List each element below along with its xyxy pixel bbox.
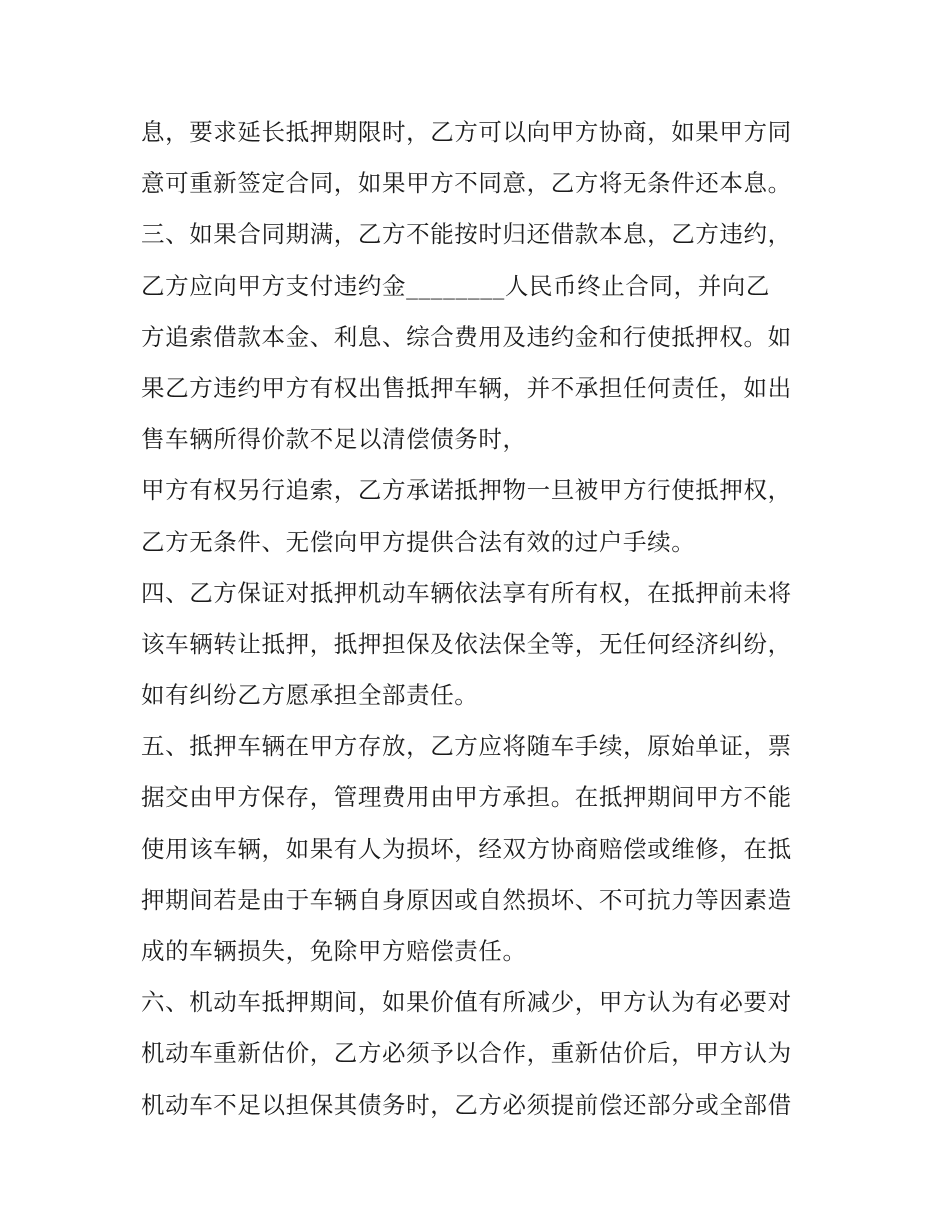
text-line: 果乙方违约甲方有权出售抵押车辆，并不承担任何责任，如出	[141, 373, 792, 402]
text-line: 方追索借款本金、利息、综合费用及违约金和行使抵押权。如	[141, 322, 792, 351]
text-line: 售车辆所得价款不足以清偿债务时，	[141, 425, 527, 454]
text-line: 五、抵押车辆在甲方存放，乙方应将随车手续，原始单证，票	[141, 732, 792, 761]
text-line: 机动车重新估价，乙方必须予以合作，重新估价后，甲方认为	[141, 1039, 792, 1068]
text-line: 三、如果合同期满，乙方不能按时归还借款本息，乙方违约，	[141, 220, 792, 249]
text-line: 如有纠纷乙方愿承担全部责任。	[141, 681, 479, 710]
text-line: 六、机动车抵押期间，如果价值有所减少，甲方认为有必要对	[141, 988, 792, 1017]
text-line: 成的车辆损失，免除甲方赔偿责任。	[141, 937, 527, 965]
text-line: 使用该车辆，如果有人为损坏，经双方协商赔偿或维修，在抵	[141, 834, 792, 863]
text-line: 乙方无条件、无偿向甲方提供合法有效的过户手续。	[141, 527, 696, 556]
text-line: 息，要求延长抵押期限时，乙方可以向甲方协商，如果甲方同	[141, 118, 792, 146]
contract-body-text	[141, 107, 821, 1131]
text-line: 机动车不足以担保其债务时，乙方必须提前偿还部分或全部借	[141, 1090, 792, 1119]
text-line: 乙方应向甲方支付违约金________人民币终止合同，并向乙	[141, 271, 770, 300]
text-line: 甲方有权另行追索，乙方承诺抵押物一旦被甲方行使抵押权，	[141, 476, 792, 505]
text-line: 押期间若是由于车辆自身原因或自然损坏、不可抗力等因素造	[141, 885, 792, 914]
text-line: 据交由甲方保存，管理费用由甲方承担。在抵押期间甲方不能	[141, 783, 792, 812]
text-line: 四、乙方保证对抵押机动车辆依法享有所有权，在抵押前未将	[141, 578, 792, 607]
text-line: 该车辆转让抵押，抵押担保及依法保全等，无任何经济纠纷，	[141, 629, 792, 658]
text-line: 意可重新签定合同，如果甲方不同意，乙方将无条件还本息。	[141, 169, 792, 198]
